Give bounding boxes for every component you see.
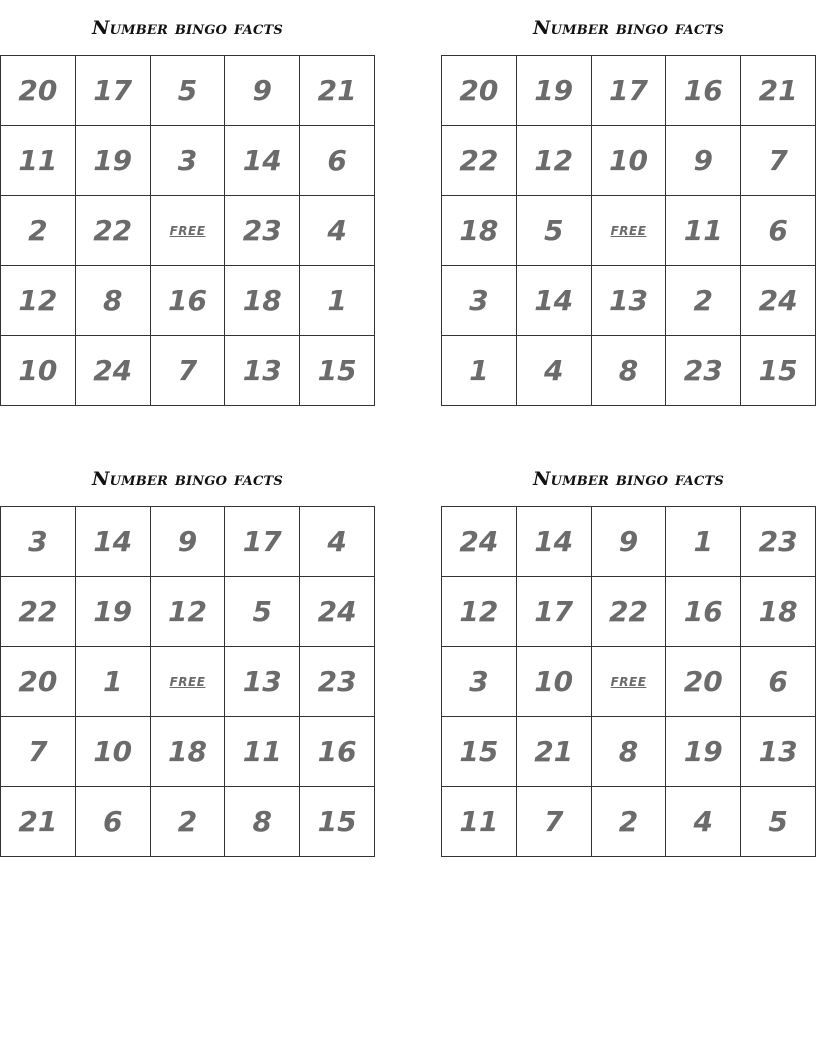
grid-row — [1, 266, 375, 336]
grid-row — [442, 196, 816, 266]
card-title: Number bingo facts — [533, 467, 724, 490]
grid-cell: 8 — [591, 717, 666, 787]
grid-cell: 5 — [225, 577, 300, 647]
grid-cell: 17 — [75, 56, 150, 126]
grid-cell: 13 — [225, 336, 300, 406]
grid-cell: 16 — [150, 266, 225, 336]
free-space-cell: FREE — [150, 647, 225, 717]
grid-cell: 14 — [225, 126, 300, 196]
grid-cell: 5 — [741, 787, 816, 857]
grid-cell: 23 — [225, 196, 300, 266]
grid-cell: 20 — [666, 647, 741, 717]
grid-cell: 4 — [666, 787, 741, 857]
grid-cell: 10 — [516, 647, 591, 717]
grid-cell: 8 — [591, 336, 666, 406]
grid-cell: 23 — [300, 647, 375, 717]
grid-cell: 24 — [741, 266, 816, 336]
grid-cell: 3 — [442, 647, 517, 717]
grid-cell: 21 — [300, 56, 375, 126]
grid-cell: 19 — [516, 56, 591, 126]
grid-cell: 18 — [225, 266, 300, 336]
grid-cell: 13 — [741, 717, 816, 787]
grid-cell: 7 — [741, 126, 816, 196]
grid-cell: 8 — [225, 787, 300, 857]
grid-row — [442, 126, 816, 196]
grid-cell: 15 — [300, 787, 375, 857]
grid-row — [442, 56, 816, 126]
grid-row — [1, 647, 375, 717]
grid-cell: 9 — [150, 507, 225, 577]
grid-cell: 9 — [225, 56, 300, 126]
grid-cell: 8 — [75, 266, 150, 336]
grid-cell: 23 — [666, 336, 741, 406]
grid-cell: 21 — [741, 56, 816, 126]
grid-cell: 13 — [591, 266, 666, 336]
grid-row — [442, 266, 816, 336]
grid-cell: 20 — [1, 647, 76, 717]
grid-cell: 3 — [150, 126, 225, 196]
grid-cell: 4 — [516, 336, 591, 406]
grid-cell: 7 — [1, 717, 76, 787]
bingo-grid — [441, 506, 816, 857]
grid-cell: 10 — [75, 717, 150, 787]
free-space-cell: FREE — [150, 196, 225, 266]
card-title: Number bingo facts — [533, 16, 724, 39]
free-space-cell: FREE — [591, 647, 666, 717]
bingo-grid — [0, 506, 375, 857]
grid-cell: 14 — [516, 266, 591, 336]
grid-cell: 14 — [516, 507, 591, 577]
grid-row — [442, 507, 816, 577]
grid-row — [1, 577, 375, 647]
grid-cell: 22 — [1, 577, 76, 647]
grid-cell: 3 — [442, 266, 517, 336]
bingo-grid — [441, 55, 816, 406]
grid-cell: 20 — [442, 56, 517, 126]
grid-cell: 11 — [1, 126, 76, 196]
grid-cell: 12 — [516, 126, 591, 196]
bingo-card-2 — [441, 0, 816, 406]
grid-cell: 2 — [591, 787, 666, 857]
grid-cell: 5 — [150, 56, 225, 126]
grid-cell: 12 — [442, 577, 517, 647]
grid-cell: 4 — [300, 196, 375, 266]
grid-cell: 11 — [442, 787, 517, 857]
grid-cell: 10 — [1, 336, 76, 406]
grid-cell: 12 — [1, 266, 76, 336]
grid-cell: 21 — [516, 717, 591, 787]
grid-row — [442, 647, 816, 717]
grid-cell: 2 — [150, 787, 225, 857]
grid-cell: 2 — [1, 196, 76, 266]
grid-cell: 7 — [516, 787, 591, 857]
grid-cell: 16 — [666, 577, 741, 647]
grid-cell: 17 — [225, 507, 300, 577]
grid-row — [442, 787, 816, 857]
grid-cell: 21 — [1, 787, 76, 857]
grid-cell: 22 — [591, 577, 666, 647]
grid-cell: 20 — [1, 56, 76, 126]
bingo-card-4 — [441, 451, 816, 857]
grid-cell: 18 — [741, 577, 816, 647]
grid-cell: 5 — [516, 196, 591, 266]
grid-cell: 6 — [75, 787, 150, 857]
grid-row — [1, 126, 375, 196]
grid-cell: 15 — [741, 336, 816, 406]
card-title: Number bingo facts — [92, 467, 283, 490]
grid-cell: 16 — [300, 717, 375, 787]
grid-cell: 12 — [150, 577, 225, 647]
grid-row — [442, 336, 816, 406]
grid-cell: 1 — [442, 336, 517, 406]
grid-cell: 11 — [225, 717, 300, 787]
bingo-grid — [0, 55, 375, 406]
grid-row — [1, 56, 375, 126]
grid-cell: 17 — [516, 577, 591, 647]
grid-row — [1, 336, 375, 406]
grid-cell: 6 — [300, 126, 375, 196]
grid-cell: 11 — [666, 196, 741, 266]
grid-cell: 16 — [666, 56, 741, 126]
grid-row — [1, 787, 375, 857]
free-space-cell: FREE — [591, 196, 666, 266]
grid-cell: 24 — [442, 507, 517, 577]
grid-cell: 7 — [150, 336, 225, 406]
grid-cell: 19 — [75, 126, 150, 196]
grid-cell: 18 — [442, 196, 517, 266]
grid-cell: 19 — [666, 717, 741, 787]
grid-cell: 17 — [591, 56, 666, 126]
grid-cell: 1 — [300, 266, 375, 336]
grid-row — [1, 507, 375, 577]
grid-cell: 19 — [75, 577, 150, 647]
grid-cell: 23 — [741, 507, 816, 577]
grid-row — [442, 717, 816, 787]
grid-cell: 6 — [741, 647, 816, 717]
grid-cell: 1 — [666, 507, 741, 577]
grid-cell: 15 — [442, 717, 517, 787]
grid-cell: 9 — [591, 507, 666, 577]
grid-cell: 9 — [666, 126, 741, 196]
bingo-card-1 — [0, 0, 375, 406]
bingo-card-3 — [0, 451, 375, 857]
grid-row — [442, 577, 816, 647]
grid-cell: 13 — [225, 647, 300, 717]
card-title: Number bingo facts — [92, 16, 283, 39]
grid-cell: 14 — [75, 507, 150, 577]
grid-cell: 1 — [75, 647, 150, 717]
grid-row — [1, 196, 375, 266]
grid-cell: 3 — [1, 507, 76, 577]
grid-cell: 24 — [300, 577, 375, 647]
grid-cell: 4 — [300, 507, 375, 577]
grid-cell: 22 — [75, 196, 150, 266]
grid-cell: 24 — [75, 336, 150, 406]
grid-cell: 22 — [442, 126, 517, 196]
grid-cell: 10 — [591, 126, 666, 196]
grid-row — [1, 717, 375, 787]
grid-cell: 6 — [741, 196, 816, 266]
grid-cell: 18 — [150, 717, 225, 787]
grid-cell: 15 — [300, 336, 375, 406]
grid-cell: 2 — [666, 266, 741, 336]
